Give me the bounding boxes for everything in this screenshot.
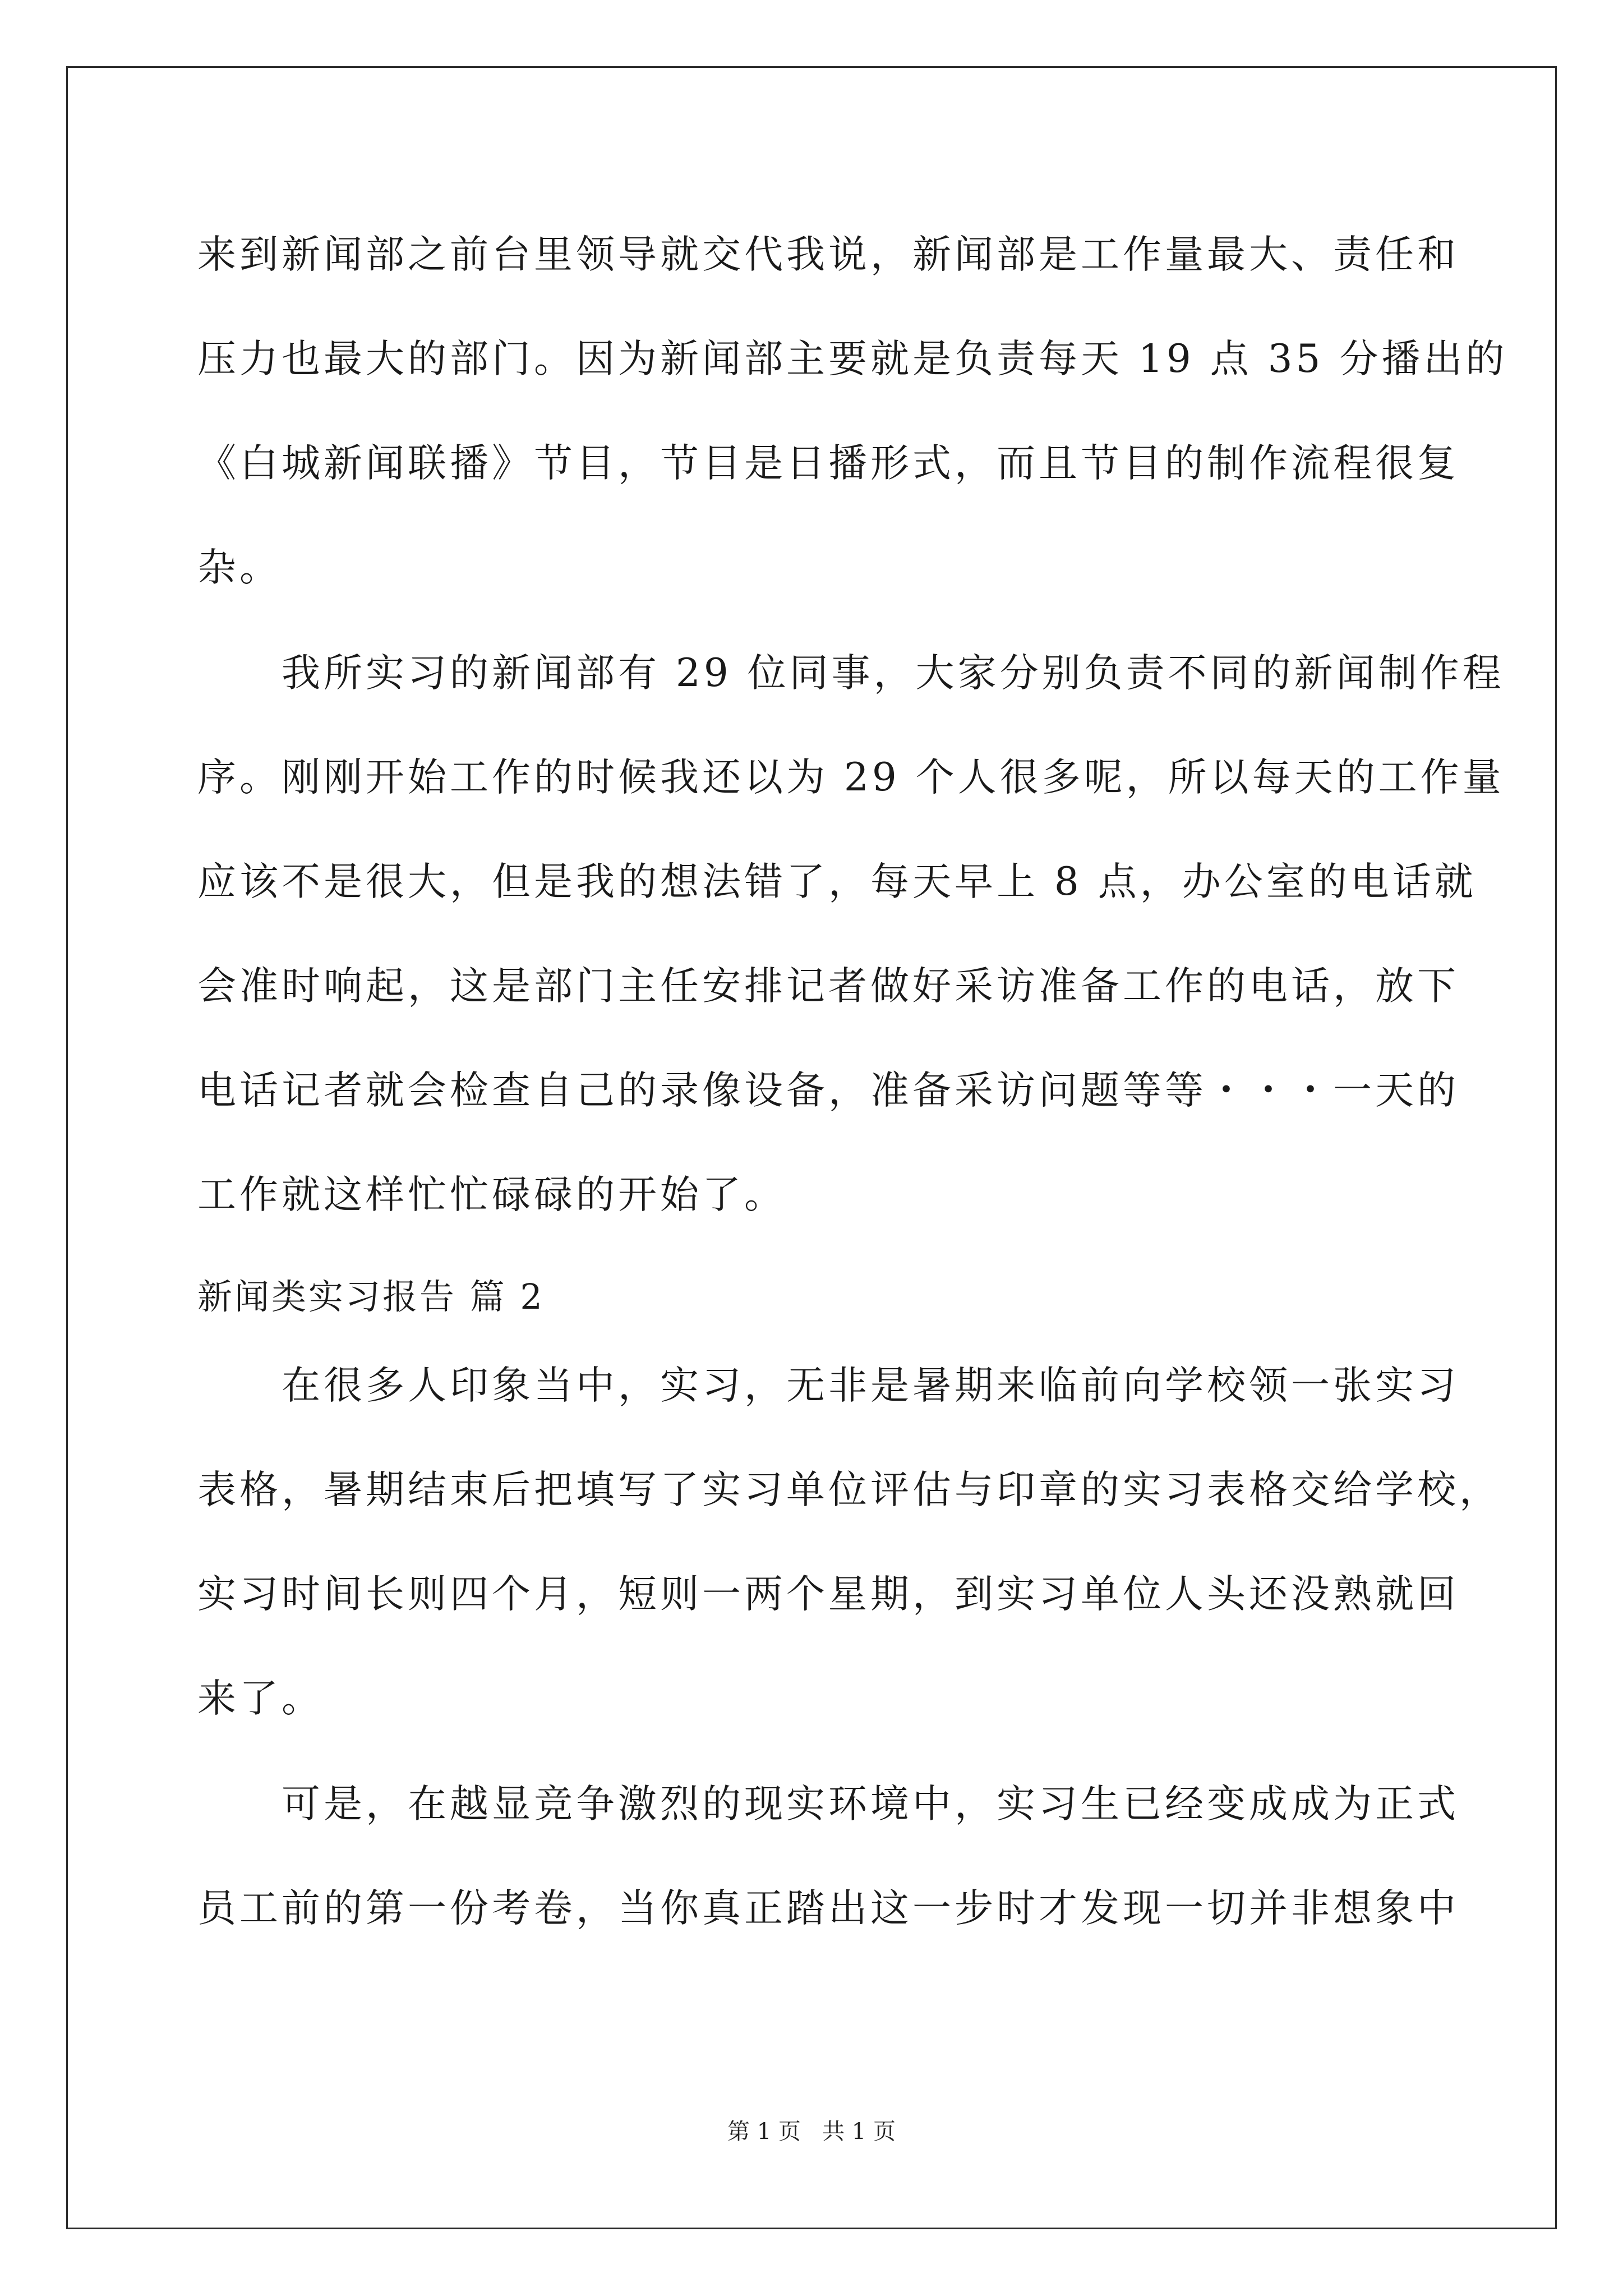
body-text-line: 工作就这样忙忙碌碌的开始了。 xyxy=(197,1172,786,1217)
body-text-line: 员工前的第一份考卷，当你真正踏出这一步时才发现一切并非想象中 xyxy=(197,1886,1459,1931)
body-text-line: 杂。 xyxy=(197,545,282,590)
body-text-line: 会准时响起，这是部门主任安排记者做好采访准备工作的电话，放下 xyxy=(197,964,1459,1009)
body-text-line: 应该不是很大，但是我的想法错了，每天早上 8 点，办公室的电话就 xyxy=(197,859,1477,904)
page-footer: 第 1 页 共 1 页 xyxy=(727,2119,896,2145)
body-text-line: 我所实习的新闻部有 29 位同事，大家分别负责不同的新闻制作程 xyxy=(197,651,1505,696)
body-text-line: 表格，暑期结束后把填写了实习单位评估与印章的实习表格交给学校， xyxy=(197,1467,1501,1512)
body-text-line: 来到新闻部之前台里领导就交代我说，新闻部是工作量最大、责任和 xyxy=(197,232,1459,277)
body-text-line: 压力也最大的部门。因为新闻部主要就是负责每天 19 点 35 分播出的 xyxy=(197,337,1508,381)
body-text-line: 电话记者就会检查自己的录像设备，准备采访问题等等・・・一天的 xyxy=(197,1068,1459,1113)
section-heading: 新闻类实习报告 篇 2 xyxy=(197,1276,545,1317)
body-text-line: 在很多人印象当中，实习，无非是暑期来临前向学校领一张实习 xyxy=(197,1363,1459,1408)
body-text-line: 来了。 xyxy=(197,1676,324,1721)
body-text-line: 实习时间长则四个月，短则一两个星期，到实习单位人头还没熟就回 xyxy=(197,1572,1459,1617)
body-text-line: 可是，在越显竞争激烈的现实环境中，实习生已经变成成为正式 xyxy=(197,1782,1459,1826)
body-text-line: 《白城新闻联播》节目，节目是日播形式，而且节目的制作流程很复 xyxy=(197,441,1459,486)
body-text-line: 序。刚刚开始工作的时候我还以为 29 个人很多呢，所以每天的工作量 xyxy=(197,755,1505,800)
